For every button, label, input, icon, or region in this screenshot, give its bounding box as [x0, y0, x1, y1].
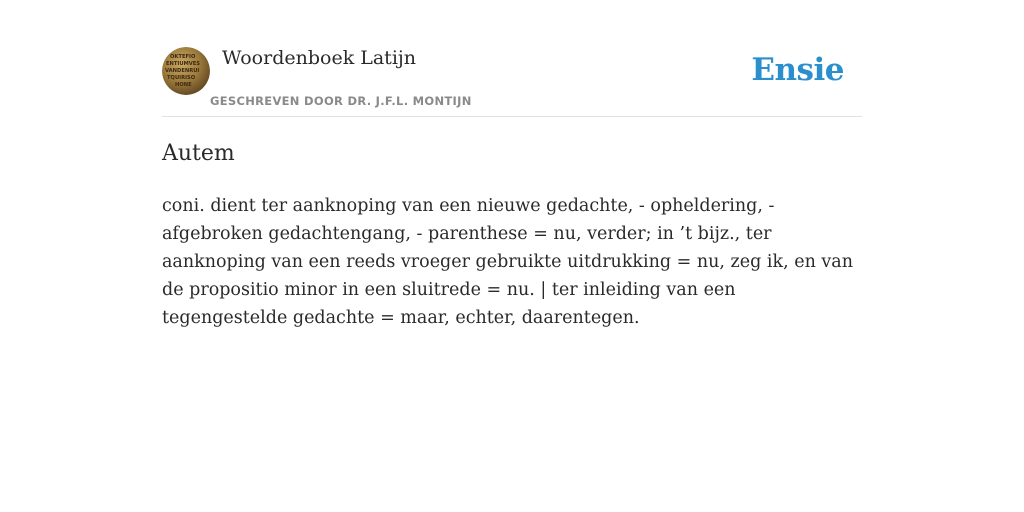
latin-inscription-image	[162, 47, 210, 95]
inscription-line: OKTEFIO	[170, 54, 196, 60]
inscription-line: TQUIRISO	[167, 75, 196, 81]
inscription-line: VANDENRUI	[165, 68, 200, 74]
dictionary-avatar[interactable]	[162, 47, 210, 95]
entry-title: Autem	[162, 141, 235, 166]
inscription-line: HONE	[175, 82, 192, 88]
ensie-logo-link[interactable]: Ensie	[751, 52, 844, 88]
site-header	[162, 0, 862, 117]
inscription-line: ENTIUMVES	[166, 61, 201, 67]
author-line: GESCHREVEN DOOR DR. J.F.L. MONTIJN	[210, 94, 472, 108]
entry-definition: coni. dient ter aanknoping van een nieuwe gedachte, - opheldering, - afgebroken gedachtengang, - parenthese = nu, verder; in ’t bijz., ter aanknoping van een reeds vroeger gebruikte uitdrukking = nu, zeg ik, en van de propositio minor in een sluitrede = nu. | ter inleiding van een tegengestelde gedachte = maar, echter, daarentegen.	[162, 196, 854, 328]
dictionary-title[interactable]: Woordenboek Latijn	[222, 47, 417, 69]
